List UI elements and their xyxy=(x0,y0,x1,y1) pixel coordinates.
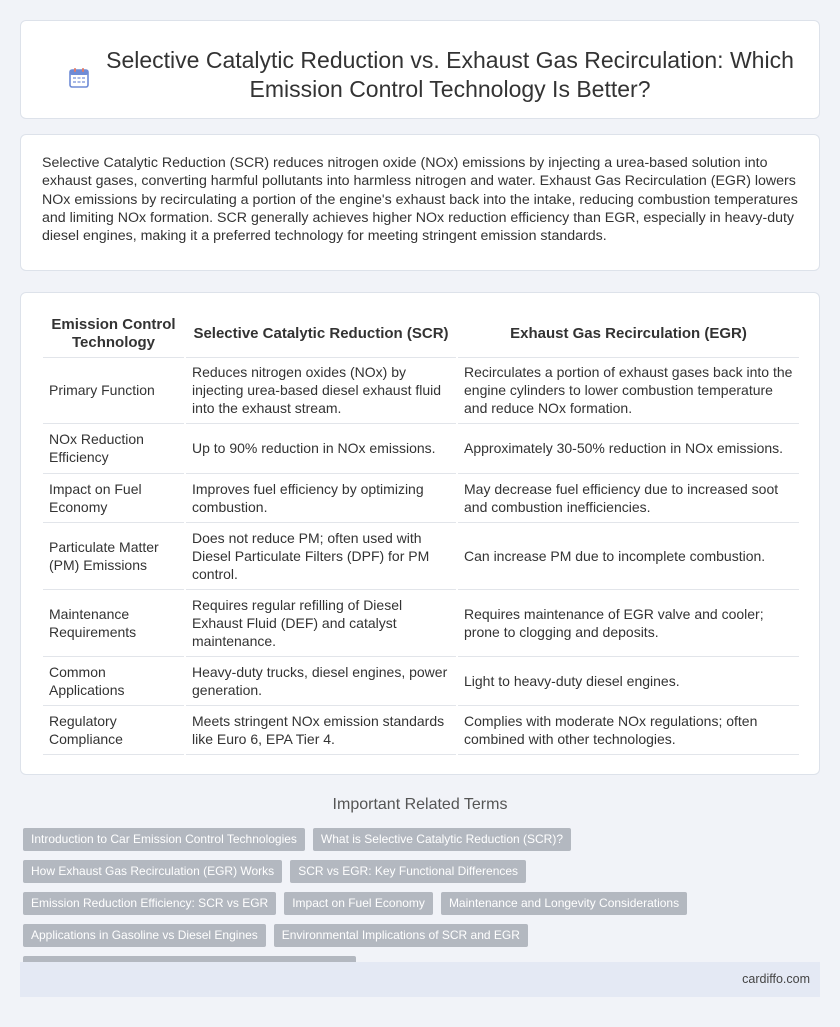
scr-cell: Up to 90% reduction in NOx emissions. xyxy=(185,423,457,473)
header-technology: Emission Control Technology xyxy=(43,311,185,357)
egr-cell: Complies with moderate NOx regulations; often combined with other technologies. xyxy=(457,705,799,754)
table-row xyxy=(43,589,799,656)
calendar-icon xyxy=(68,67,90,89)
table-row xyxy=(43,357,799,423)
egr-cell: Requires maintenance of EGR valve and cooler; prone to clogging and deposits. xyxy=(457,589,799,656)
table-row xyxy=(43,522,799,589)
related-term-tag[interactable]: Impact on Fuel Economy xyxy=(284,892,433,915)
comparison-table-card xyxy=(20,292,820,775)
row-label: Impact on Fuel Economy xyxy=(43,473,185,522)
table-header-row xyxy=(43,311,799,357)
intro-paragraph: Selective Catalytic Reduction (SCR) reduces nitrogen oxide (NOx) emissions by injecting a urea-based solution into exhaust gases, converting harmful pollutants into harmless nitrogen and water. Exhaust Gas Recirculation (EGR) lowers NOx emissions by recirculating a portion of the engine's exhaust back into the intake, reducing combustion temperatures and limiting NOx formation. SCR generally achieves higher NOx reduction efficiency than EGR, especially in heavy-duty diesel engines, making it a preferred technology for meeting stringent emission standards. xyxy=(42,155,798,245)
egr-cell: Can increase PM due to incomplete combustion. xyxy=(457,522,799,589)
row-label: Primary Function xyxy=(43,357,185,423)
related-terms-heading: Important Related Terms xyxy=(332,796,508,813)
related-term-tag[interactable]: Introduction to Car Emission Control Technologies xyxy=(23,828,305,851)
scr-cell: Reduces nitrogen oxides (NOx) by injecting urea-based diesel exhaust fluid into the exhaust stream. xyxy=(185,357,457,423)
scr-cell: Meets stringent NOx emission standards like Euro 6, EPA Tier 4. xyxy=(185,705,457,754)
header-egr: Exhaust Gas Recirculation (EGR) xyxy=(457,311,799,357)
egr-cell: Light to heavy-duty diesel engines. xyxy=(457,656,799,705)
page-title: Selective Catalytic Reduction vs. Exhaust Gas Recirculation: Which Emission Control Technology Is Better? xyxy=(106,47,794,102)
related-term-tag[interactable]: Environmental Implications of SCR and EGR xyxy=(274,924,528,947)
scr-cell: Improves fuel efficiency by optimizing combustion. xyxy=(185,473,457,522)
table-row xyxy=(43,705,799,754)
related-term-tag[interactable]: How Exhaust Gas Recirculation (EGR) Works xyxy=(23,860,282,883)
table-row xyxy=(43,656,799,705)
intro-card xyxy=(20,134,820,271)
row-label: Particulate Matter (PM) Emissions xyxy=(43,522,185,589)
row-label: Regulatory Compliance xyxy=(43,705,185,754)
scr-cell: Heavy-duty trucks, diesel engines, power generation. xyxy=(185,656,457,705)
egr-cell: Recirculates a portion of exhaust gases back into the engine cylinders to lower combustion temperature and reduce NOx formation. xyxy=(457,357,799,423)
related-term-tag[interactable]: Maintenance and Longevity Considerations xyxy=(441,892,687,915)
header-scr: Selective Catalytic Reduction (SCR) xyxy=(185,311,457,357)
row-label: NOx Reduction Efficiency xyxy=(43,423,185,473)
footer xyxy=(20,962,820,997)
related-term-tag[interactable]: Applications in Gasoline vs Diesel Engines xyxy=(23,924,266,947)
comparison-table xyxy=(43,311,799,755)
related-terms-list xyxy=(23,828,783,979)
table-row xyxy=(43,423,799,473)
row-label: Maintenance Requirements xyxy=(43,589,185,656)
row-label: Common Applications xyxy=(43,656,185,705)
egr-cell: Approximately 30-50% reduction in NOx emissions. xyxy=(457,423,799,473)
title-card xyxy=(20,20,820,119)
related-term-tag[interactable]: What is Selective Catalytic Reduction (SCR)? xyxy=(313,828,571,851)
footer-site-link[interactable]: cardiffo.com xyxy=(742,972,810,986)
scr-cell: Does not reduce PM; often used with Diesel Particulate Filters (DPF) for PM control. xyxy=(185,522,457,589)
related-term-tag[interactable]: SCR vs EGR: Key Functional Differences xyxy=(290,860,526,883)
egr-cell: May decrease fuel efficiency due to increased soot and combustion inefficiencies. xyxy=(457,473,799,522)
table-row xyxy=(43,473,799,522)
scr-cell: Requires regular refilling of Diesel Exhaust Fluid (DEF) and catalyst maintenance. xyxy=(185,589,457,656)
related-term-tag[interactable]: Emission Reduction Efficiency: SCR vs EGR xyxy=(23,892,276,915)
